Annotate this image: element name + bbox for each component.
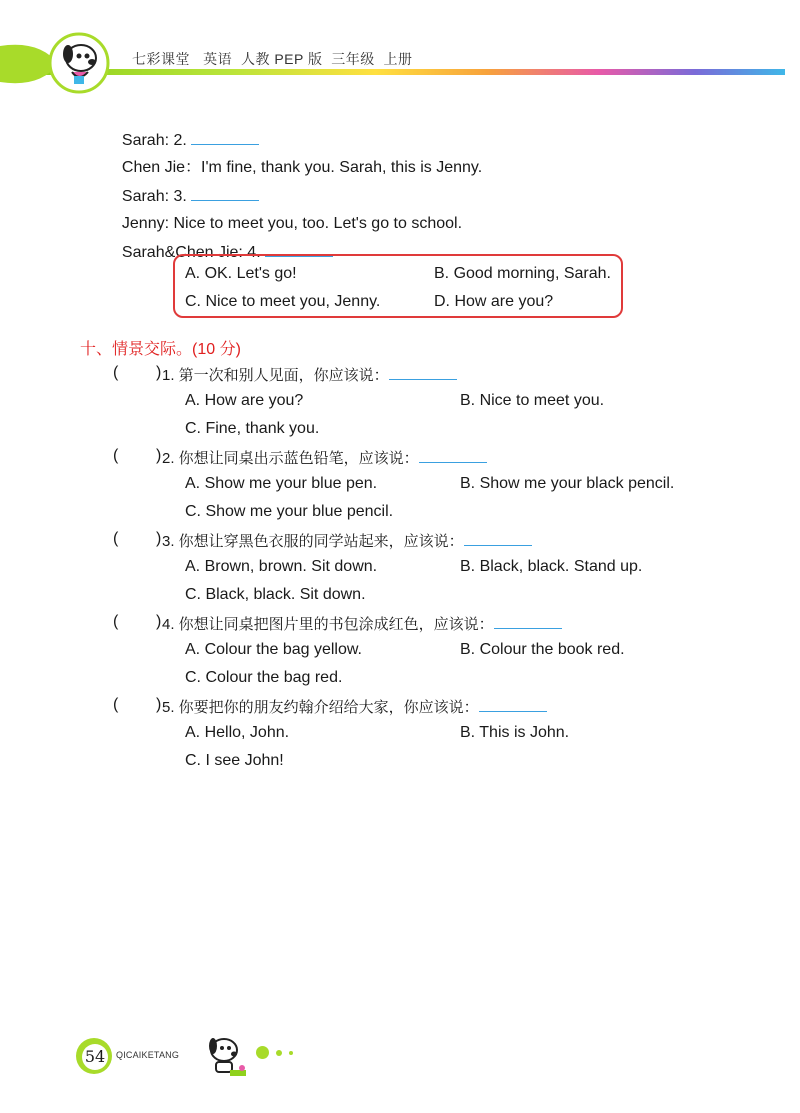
option-d: D. How are you? [434,293,554,310]
choice-c: C. Black, black. Sit down. [185,586,366,603]
answer-paren-open: ( [113,364,119,381]
answer-paren-close: ) [156,447,162,464]
page-number: 54 [82,1044,108,1070]
answer-blank[interactable] [479,697,547,712]
question-stem: 4. 你想让同桌把图片里的书包涂成红色，应该说： [162,613,562,634]
choice-b: B. Colour the book red. [460,641,625,658]
decorative-dots [256,1046,306,1060]
dialogue-text: Jenny: Nice to meet you, too. Let's go to school. [121,215,463,232]
question-stem: 1. 第一次和别人见面，你应该说： [162,364,457,385]
answer-slot[interactable] [126,528,154,548]
choice-c: C. Fine, thank you. [185,420,320,437]
answer-paren-close: ) [156,613,162,630]
option-a: A. OK. Let's go! [185,265,297,282]
dialogue-text: Sarah: 3. [121,188,187,205]
option-c: C. Nice to meet you, Jenny. [185,293,381,310]
choice-a: A. Brown, brown. Sit down. [185,558,378,575]
cartoon-dog-icon [48,32,110,94]
answer-slot[interactable] [126,694,154,714]
choice-a: A. Show me your blue pen. [185,475,378,492]
answer-paren-open: ( [113,696,119,713]
dialogue-text: Sarah&Chen Jie: 4. [121,244,261,261]
footer-dog-icon [198,1032,252,1080]
dialogue-text: Sarah: 2. [121,132,187,149]
choice-a: A. How are you? [185,392,304,409]
answer-slot[interactable] [126,445,154,465]
answer-paren-open: ( [113,613,119,630]
answer-paren-close: ) [156,696,162,713]
choice-b: B. Show me your black pencil. [460,475,675,492]
answer-paren-open: ( [113,447,119,464]
answer-blank[interactable] [389,365,457,380]
choice-b: B. Black, black. Stand up. [460,558,643,575]
header-title: 七彩课堂 英语 人教 PEP 版 三年级 上册 [132,51,413,67]
question-stem: 5. 你要把你的朋友约翰介绍给大家，你应该说： [162,696,547,717]
section-title: 十、情景交际。(10 分) [80,341,241,358]
footer-brand: QICAIKETANG [116,1050,180,1060]
option-b: B. Good morning, Sarah. [434,265,611,282]
answer-blank[interactable] [419,448,487,463]
question-stem: 2. 你想让同桌出示蓝色铅笔，应该说： [162,447,487,468]
answer-blank[interactable] [494,614,562,629]
answer-paren-close: ) [156,364,162,381]
dialogue-text: Chen Jie：I'm fine, thank you. Sarah, this is Jenny. [121,159,483,176]
answer-paren-open: ( [113,530,119,547]
choice-a: A. Hello, John. [185,724,290,741]
answer-slot[interactable] [126,362,154,382]
choice-c: C. I see John! [185,752,284,769]
choice-b: B. Nice to meet you. [460,392,605,409]
header-rainbow-bar [40,69,785,75]
answer-slot[interactable] [126,611,154,631]
question-stem: 3. 你想让穿黑色衣服的同学站起来，应该说： [162,530,532,551]
choice-c: C. Colour the bag red. [185,669,343,686]
choice-c: C. Show me your blue pencil. [185,503,394,520]
answer-paren-close: ) [156,530,162,547]
choice-a: A. Colour the bag yellow. [185,641,362,658]
choice-b: B. This is John. [460,724,570,741]
answer-blank[interactable] [464,531,532,546]
